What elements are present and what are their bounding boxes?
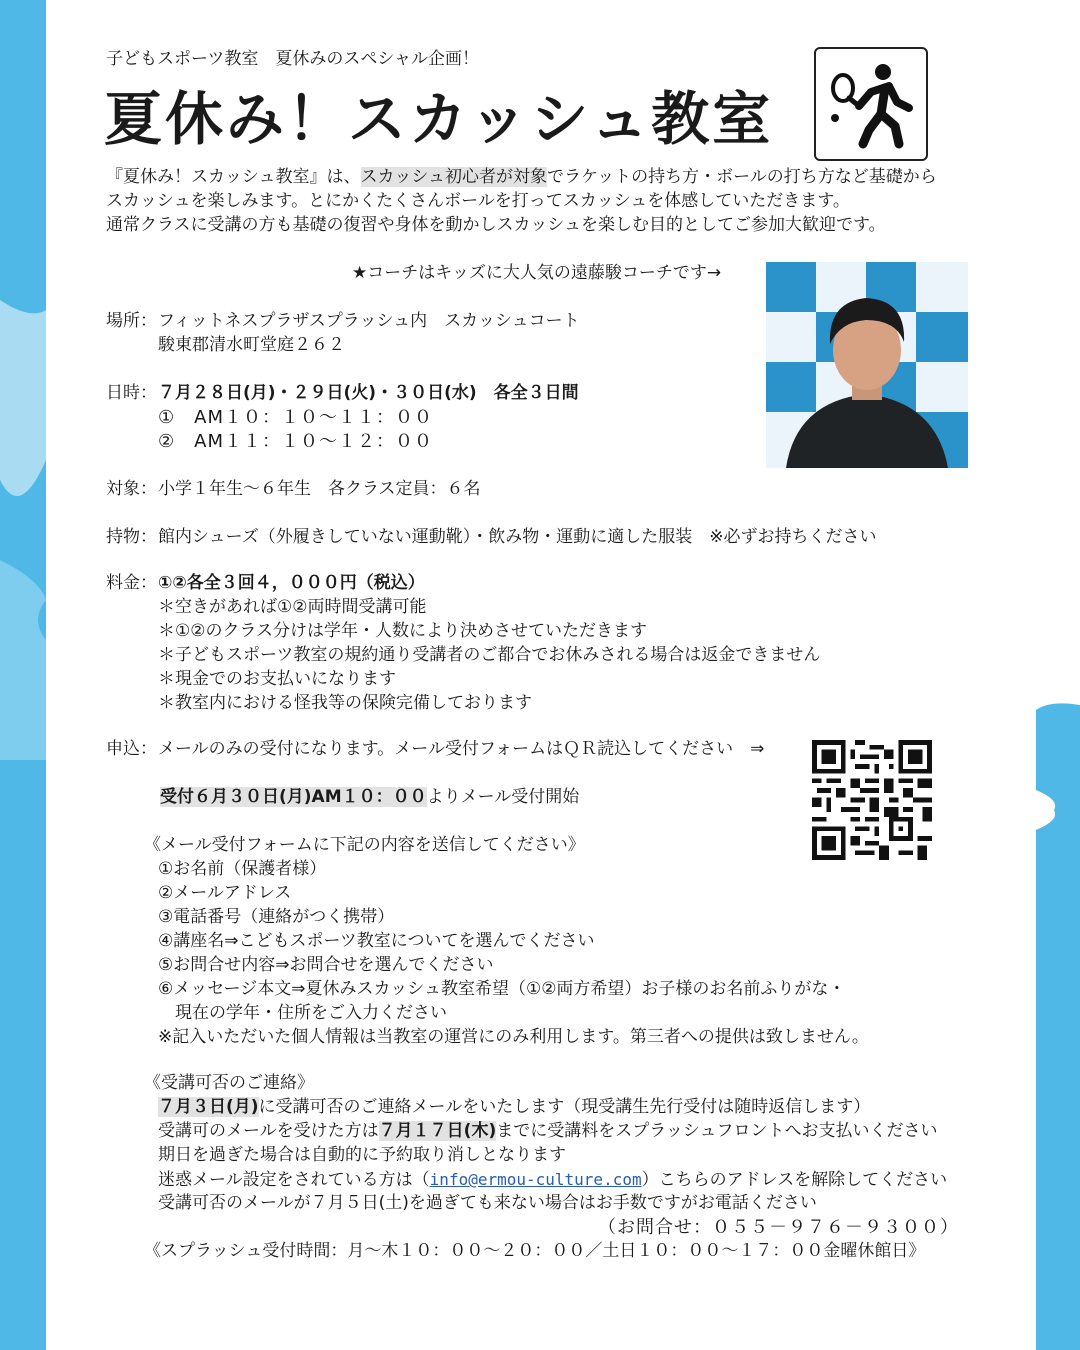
- date-label: 日時：: [106, 383, 157, 403]
- place-line-2: 駿東郡清水町堂庭２６２: [158, 335, 345, 355]
- fee-label: 料金：: [106, 573, 157, 593]
- place-line-1: フィットネスプラザスプラッシュ内 スカッシュコート: [158, 311, 580, 331]
- result-line-4: [158, 1168, 947, 1192]
- date-slot-1: ① AM１０：１０～１１：００: [158, 407, 433, 428]
- qr-code[interactable]: [812, 740, 932, 860]
- form-item: ⑤お問合せ内容⇒お問合せを選んでください: [158, 955, 494, 975]
- items-label: 持物：: [106, 527, 157, 547]
- fee-note: ＊教室内における怪我等の保険完備しております: [158, 693, 532, 713]
- date-main: ７月２８日(月)・２９日(火)・３０日(水) 各全３日間: [158, 383, 579, 403]
- fee-note: ＊現金でのお支払いになります: [158, 669, 396, 689]
- target-text: 小学１年生～６年生 各クラス定員：６名: [158, 479, 481, 499]
- intro-text: でラケットの持ち方・ボールの打ち方など基礎から: [547, 167, 937, 187]
- result-text: 迷惑メール設定をされている方は（: [158, 1170, 430, 1190]
- result-line-5: 受講可否のメールが７月５日(土)を過ぎても来ない場合はお手数ですがお電話ください: [158, 1193, 817, 1213]
- form-item: ⑥メッセージ本文⇒夏休みスカッシュ教室希望（①②両方希望）お子様のお名前ふりがな・: [158, 979, 846, 999]
- target-label: 対象：: [106, 479, 157, 499]
- form-item: ④講座名⇒こどもスポーツ教室についてを選んでください: [158, 931, 595, 951]
- apply-text: メールのみの受付になります。メール受付フォームはＱＲ読込してください ⇒: [158, 739, 765, 759]
- intro-line-2: スカッシュを楽しみます。とにかくたくさんボールを打ってスカッシュを体感していただきます。: [106, 191, 850, 211]
- coach-photo: [766, 262, 968, 468]
- date-slot-2: ② AM１１：１０～１２：００: [158, 431, 433, 452]
- right-blue-wave: [1030, 700, 1080, 1350]
- payment-date-highlight: ７月１７日(木): [378, 1121, 497, 1141]
- fee-note: ＊①②のクラス分けは学年・人数により決めさせていただきます: [158, 621, 647, 641]
- intro-text: 『夏休み！スカッシュ教室』は、: [106, 167, 361, 187]
- form-heading: 《メール受付フォームに下記の内容を送信してください》: [144, 835, 585, 855]
- kicker-text: 子どもスポーツ教室 夏休みのスペシャル企画！: [106, 49, 479, 69]
- fee-note: ＊子どもスポーツ教室の規約通り受講者のご都合でお休みされる場合は返金できません: [158, 645, 821, 665]
- result-text: 受講可のメールを受けた方は: [158, 1121, 379, 1141]
- fee-main: ①②各全３回４，０００円（税込）: [158, 573, 425, 593]
- result-line-3: 期日を過ぎた場合は自動的に予約取り消しとなります: [158, 1145, 566, 1165]
- footer-hours: 《スプラッシュ受付時間：月～木１０：００～２０：００／土日１０：００～１７：００金曜休館日》: [144, 1241, 926, 1261]
- form-item: ②メールアドレス: [158, 883, 292, 903]
- page-title: 夏休み！スカッシュ教室: [104, 85, 774, 153]
- form-item: ①お名前（保護者様）: [158, 859, 327, 879]
- contact-phone: （お問合せ：０５５－９７６－９３００）: [598, 1217, 959, 1238]
- place-label: 場所：: [106, 311, 157, 331]
- apply-start: [160, 786, 579, 809]
- intro-line-1: [106, 166, 937, 189]
- items-text: 館内シューズ（外履きしていない運動靴）・飲み物・運動に適した服装 ※必ずお持ちください: [158, 527, 877, 547]
- intro-line-3: 通常クラスに受講の方も基礎の復習や身体を動かしスカッシュを楽しむ目的としてご参加大歓迎です。: [106, 215, 886, 235]
- form-item: 現在の学年・住所をご入力ください: [158, 1003, 447, 1023]
- email-link[interactable]: info@ermou-culture.com: [429, 1170, 642, 1189]
- fee-note: ＊空きがあれば①②両時間受講可能: [158, 597, 427, 617]
- apply-start-rest: よりメール受付開始: [426, 787, 580, 807]
- tennis-player-icon: [814, 47, 928, 161]
- result-text: に受講可否のご連絡メールをいたします（現受講生先行受付は随時返信します）: [258, 1097, 871, 1117]
- result-line-1: [158, 1096, 870, 1119]
- form-item: ③電話番号（連絡がつく携帯）: [158, 907, 395, 927]
- result-text: までに受講料をスプラッシュフロントへお支払いください: [496, 1121, 938, 1141]
- result-line-2: [158, 1120, 938, 1143]
- apply-label: 申込：: [106, 739, 157, 759]
- result-date-highlight: ７月３日(月): [158, 1097, 259, 1117]
- coach-note: ★コーチはキッズに大人気の遠藤駿コーチです→: [352, 263, 722, 283]
- result-heading: 《受講可否のご連絡》: [144, 1073, 314, 1093]
- intro-highlight: スカッシュ初心者が対象: [360, 167, 547, 187]
- apply-start-highlight: 受付６月３０日(月)AM１０：００: [160, 787, 427, 807]
- privacy-note: ※記入いただいた個人情報は当教室の運営にのみ利用します。第三者への提供は致しません。: [158, 1027, 869, 1047]
- result-text: ）こちらのアドレスを解除してください: [641, 1170, 948, 1190]
